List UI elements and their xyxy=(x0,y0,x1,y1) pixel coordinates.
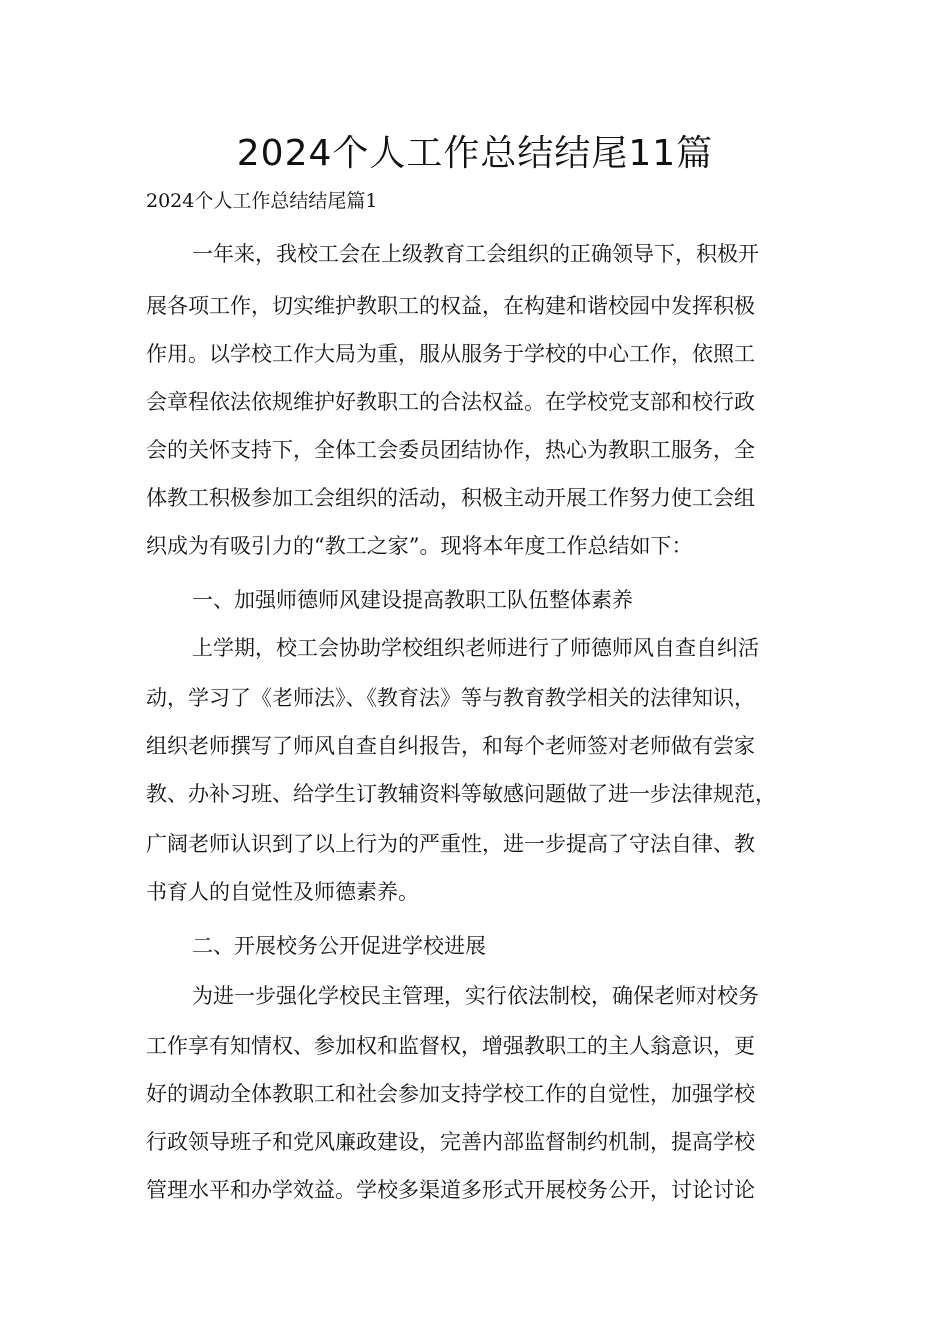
paragraph-line: 为进一步强化学校民主管理，实行依法制校，确保老师对校务 xyxy=(192,984,759,1008)
paragraph-line: 教、办补习班、给学生订教辅资料等敏感问题做了进一步法律规范， xyxy=(146,782,776,806)
paragraph-line: 管理水平和办学效益。学校多渠道多形式开展校务公开，讨论讨论 xyxy=(146,1178,755,1202)
document-title: 2024个人工作总结结尾11篇 xyxy=(236,133,714,174)
paragraph-line: 会章程依法依规维护好教职工的合法权益。在学校党支部和校行政 xyxy=(146,390,755,414)
paragraph-line: 工作享有知情权、参加权和监督权，增强教职工的主人翁意识，更 xyxy=(146,1034,755,1058)
paragraph-line: 行政领导班子和党风廉政建设，完善内部监督制约机制，提高学校 xyxy=(146,1130,755,1154)
paragraph-line: 一年来，我校工会在上级教育工会组织的正确领导下，积极开 xyxy=(192,242,759,266)
paragraph-line: 广阔老师认识到了以上行为的严重性，进一步提高了守法自律、教 xyxy=(146,832,755,856)
paragraph-line: 上学期，校工会协助学校组织老师进行了师德师风自查自纠活 xyxy=(192,636,759,660)
paragraph-line: 体教工积极参加工会组织的活动，积极主动开展工作努力使工会组 xyxy=(146,486,755,510)
paragraph-line: 动，学习了《老师法》、《教育法》等与教育教学相关的法律知识， xyxy=(146,686,755,710)
paragraph-line: 作用。以学校工作大局为重，服从服务于学校的中心工作，依照工 xyxy=(146,342,755,366)
section-heading: 一、加强师德师风建设提高教职工队伍整体素养 xyxy=(192,588,633,612)
paragraph-line: 组织老师撰写了师风自查自纠报告，和每个老师签对老师做有尝家 xyxy=(146,734,755,758)
paragraph-line: 展各项工作，切实维护教职工的权益，在构建和谐校园中发挥积极 xyxy=(146,294,755,318)
paragraph-line: 织成为有吸引力的“教工之家”。现将本年度工作总结如下： xyxy=(146,534,693,558)
section-heading: 二、开展校务公开促进学校进展 xyxy=(192,934,486,958)
paragraph-line: 会的关怀支持下，全体工会委员团结协作，热心为教职工服务，全 xyxy=(146,438,755,462)
section-heading: 2024个人工作总结结尾篇1 xyxy=(146,190,378,212)
paragraph-line: 好的调动全体教职工和社会参加支持学校工作的自觉性，加强学校 xyxy=(146,1082,755,1106)
paragraph-line: 书育人的自觉性及师德素养。 xyxy=(146,880,419,904)
